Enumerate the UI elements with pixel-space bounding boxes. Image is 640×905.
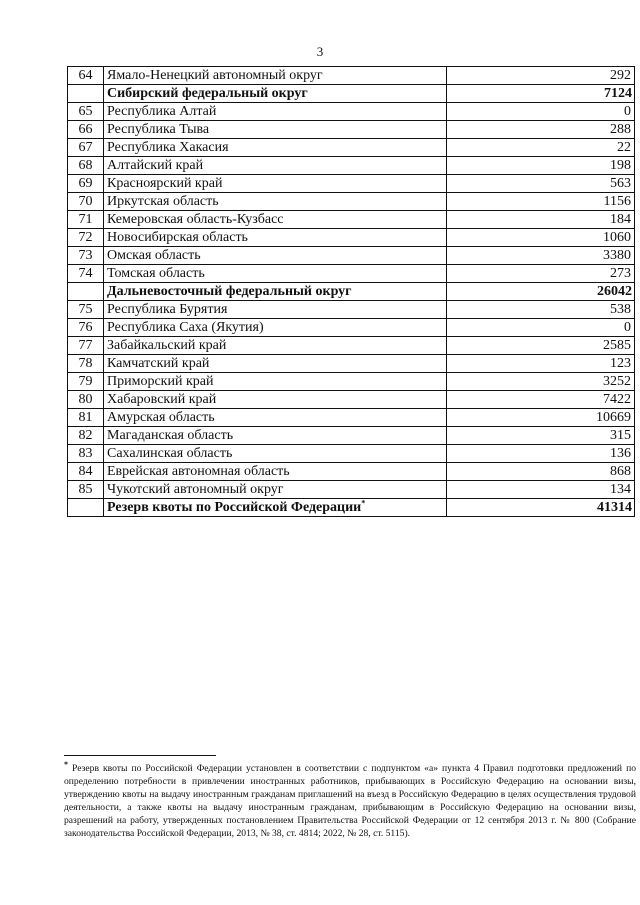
- row-number: 85: [68, 481, 104, 499]
- region-name: [104, 301, 447, 319]
- quota-value: 3380: [447, 247, 635, 265]
- region-name: [104, 427, 447, 445]
- quota-value: 315: [447, 427, 635, 445]
- table-row: [68, 247, 635, 265]
- table-row-summary: [68, 85, 635, 103]
- row-number: [68, 283, 104, 301]
- quota-value: 1156: [447, 193, 635, 211]
- table-row: [68, 175, 635, 193]
- row-number: 69: [68, 175, 104, 193]
- quota-value: 41314: [447, 499, 635, 517]
- row-number: 81: [68, 409, 104, 427]
- region-name: [104, 265, 447, 283]
- table-row-summary: [68, 283, 635, 301]
- table-row: [68, 67, 635, 85]
- region-name: [104, 319, 447, 337]
- quota-value: 26042: [447, 283, 635, 301]
- region-name: [104, 175, 447, 193]
- quota-value: 134: [447, 481, 635, 499]
- region-name-text: Республика Саха (Якутия): [107, 320, 264, 335]
- region-name-text: Приморский край: [107, 374, 214, 389]
- quota-value: 3252: [447, 373, 635, 391]
- region-name: [104, 229, 447, 247]
- region-name: [104, 481, 447, 499]
- footnote: [64, 759, 637, 840]
- table-row: [68, 373, 635, 391]
- region-name-text: Сахалинская область: [107, 446, 233, 461]
- region-name-text: Иркутская область: [107, 194, 219, 209]
- quota-value: 0: [447, 319, 635, 337]
- region-name-text: Ямало-Ненецкий автономный округ: [107, 68, 323, 83]
- region-name: [104, 139, 447, 157]
- region-name: [104, 445, 447, 463]
- row-number: 80: [68, 391, 104, 409]
- table-row-summary: [68, 499, 635, 517]
- table-row: [68, 301, 635, 319]
- quota-value: 198: [447, 157, 635, 175]
- table-row: [68, 121, 635, 139]
- table-row: [68, 265, 635, 283]
- row-number: 68: [68, 157, 104, 175]
- row-number: 76: [68, 319, 104, 337]
- quota-value: 7422: [447, 391, 635, 409]
- table-row: [68, 193, 635, 211]
- region-name: [104, 247, 447, 265]
- quota-value: 538: [447, 301, 635, 319]
- region-name-text: Красноярский край: [107, 176, 223, 191]
- region-name: [104, 391, 447, 409]
- quota-table-body: [68, 67, 635, 517]
- region-name: [104, 373, 447, 391]
- region-name-text: Еврейская автономная область: [107, 464, 290, 479]
- region-name-text: Резерв квоты по Российской Федерации: [107, 500, 362, 515]
- row-number: [68, 499, 104, 517]
- region-name: [104, 121, 447, 139]
- quota-value: 292: [447, 67, 635, 85]
- region-name-text: Хабаровский край: [107, 392, 217, 407]
- quota-value: 123: [447, 355, 635, 373]
- region-name: [104, 85, 447, 103]
- table-row: [68, 391, 635, 409]
- region-name: [104, 499, 447, 517]
- row-number: 65: [68, 103, 104, 121]
- region-name-text: Магаданская область: [107, 428, 234, 443]
- table-row: [68, 427, 635, 445]
- table-row: [68, 445, 635, 463]
- quota-value: 288: [447, 121, 635, 139]
- row-number: 66: [68, 121, 104, 139]
- quota-value: 7124: [447, 85, 635, 103]
- row-number: 79: [68, 373, 104, 391]
- region-name: [104, 67, 447, 85]
- quota-value: 10669: [447, 409, 635, 427]
- region-name: [104, 409, 447, 427]
- page-number: 3: [316, 44, 324, 59]
- region-name: [104, 283, 447, 301]
- region-name: [104, 355, 447, 373]
- table-row: [68, 409, 635, 427]
- region-name-text: Алтайский край: [107, 158, 204, 173]
- region-name-text: Томская область: [107, 266, 205, 281]
- region-name: [104, 211, 447, 229]
- footnote-text: Резерв квоты по Российской Федерации установлен в соответствии с подпунктом «а» пункта 4 Правил подготовки предложений по определению потребности в привлечении иностранных работников, прибывающих в Российскую Федерацию на основании визы, утверждению квоты на выдачу иностранным гражданам приглашений на въезд в Российскую Федерацию в целях осуществления трудовой деятельности, а также квоты на выдачу иностранным гражданам, прибывающим в Российскую Федерацию на основании визы, разрешений на работу, утвержденных постановлением Правительства Российской Федерации от 12 сентября 2013 г. № 800 (Собрание законодательства Российской Федерации, 2013, № 38, ст. 4814; 2022, № 28, ст. 5115).: [64, 763, 637, 839]
- table-row: [68, 211, 635, 229]
- table-row: [68, 355, 635, 373]
- table-row: [68, 103, 635, 121]
- region-name-text: Амурская область: [107, 410, 215, 425]
- region-name-text: Забайкальский край: [107, 338, 227, 353]
- region-name: [104, 463, 447, 481]
- footnote-mark: *: [64, 759, 68, 769]
- region-name-text: Республика Хакасия: [107, 140, 229, 155]
- footnote-divider: [64, 755, 216, 756]
- row-number: [68, 85, 104, 103]
- table-row: [68, 481, 635, 499]
- region-name-text: Камчатский край: [107, 356, 210, 371]
- row-number: 84: [68, 463, 104, 481]
- quota-value: 184: [447, 211, 635, 229]
- region-name-text: Дальневосточный федеральный округ: [107, 284, 352, 299]
- region-name-text: Омская область: [107, 248, 201, 263]
- region-name: [104, 193, 447, 211]
- row-number: 73: [68, 247, 104, 265]
- footnote-reference: *: [361, 498, 366, 508]
- region-name-text: Республика Тыва: [107, 122, 210, 137]
- quota-value: 273: [447, 265, 635, 283]
- row-number: 83: [68, 445, 104, 463]
- quota-value: 1060: [447, 229, 635, 247]
- table-row: [68, 337, 635, 355]
- table-row: [68, 463, 635, 481]
- quota-value: 0: [447, 103, 635, 121]
- quota-table: [67, 66, 635, 517]
- region-name-text: Новосибирская область: [107, 230, 248, 245]
- table-row: [68, 157, 635, 175]
- row-number: 71: [68, 211, 104, 229]
- row-number: 70: [68, 193, 104, 211]
- region-name-text: Республика Бурятия: [107, 302, 228, 317]
- region-name-text: Чукотский автономный округ: [107, 482, 284, 497]
- region-name: [104, 337, 447, 355]
- row-number: 64: [68, 67, 104, 85]
- region-name-text: Кемеровская область-Кузбасс: [107, 212, 284, 227]
- quota-value: 22: [447, 139, 635, 157]
- table-row: [68, 319, 635, 337]
- quota-value: 2585: [447, 337, 635, 355]
- row-number: 78: [68, 355, 104, 373]
- region-name: [104, 103, 447, 121]
- table-row: [68, 139, 635, 157]
- row-number: 72: [68, 229, 104, 247]
- quota-value: 868: [447, 463, 635, 481]
- region-name-text: Республика Алтай: [107, 104, 217, 119]
- row-number: 75: [68, 301, 104, 319]
- row-number: 67: [68, 139, 104, 157]
- region-name-text: Сибирский федеральный округ: [107, 86, 308, 101]
- region-name: [104, 157, 447, 175]
- row-number: 82: [68, 427, 104, 445]
- row-number: 74: [68, 265, 104, 283]
- quota-value: 563: [447, 175, 635, 193]
- table-row: [68, 229, 635, 247]
- quota-value: 136: [447, 445, 635, 463]
- row-number: 77: [68, 337, 104, 355]
